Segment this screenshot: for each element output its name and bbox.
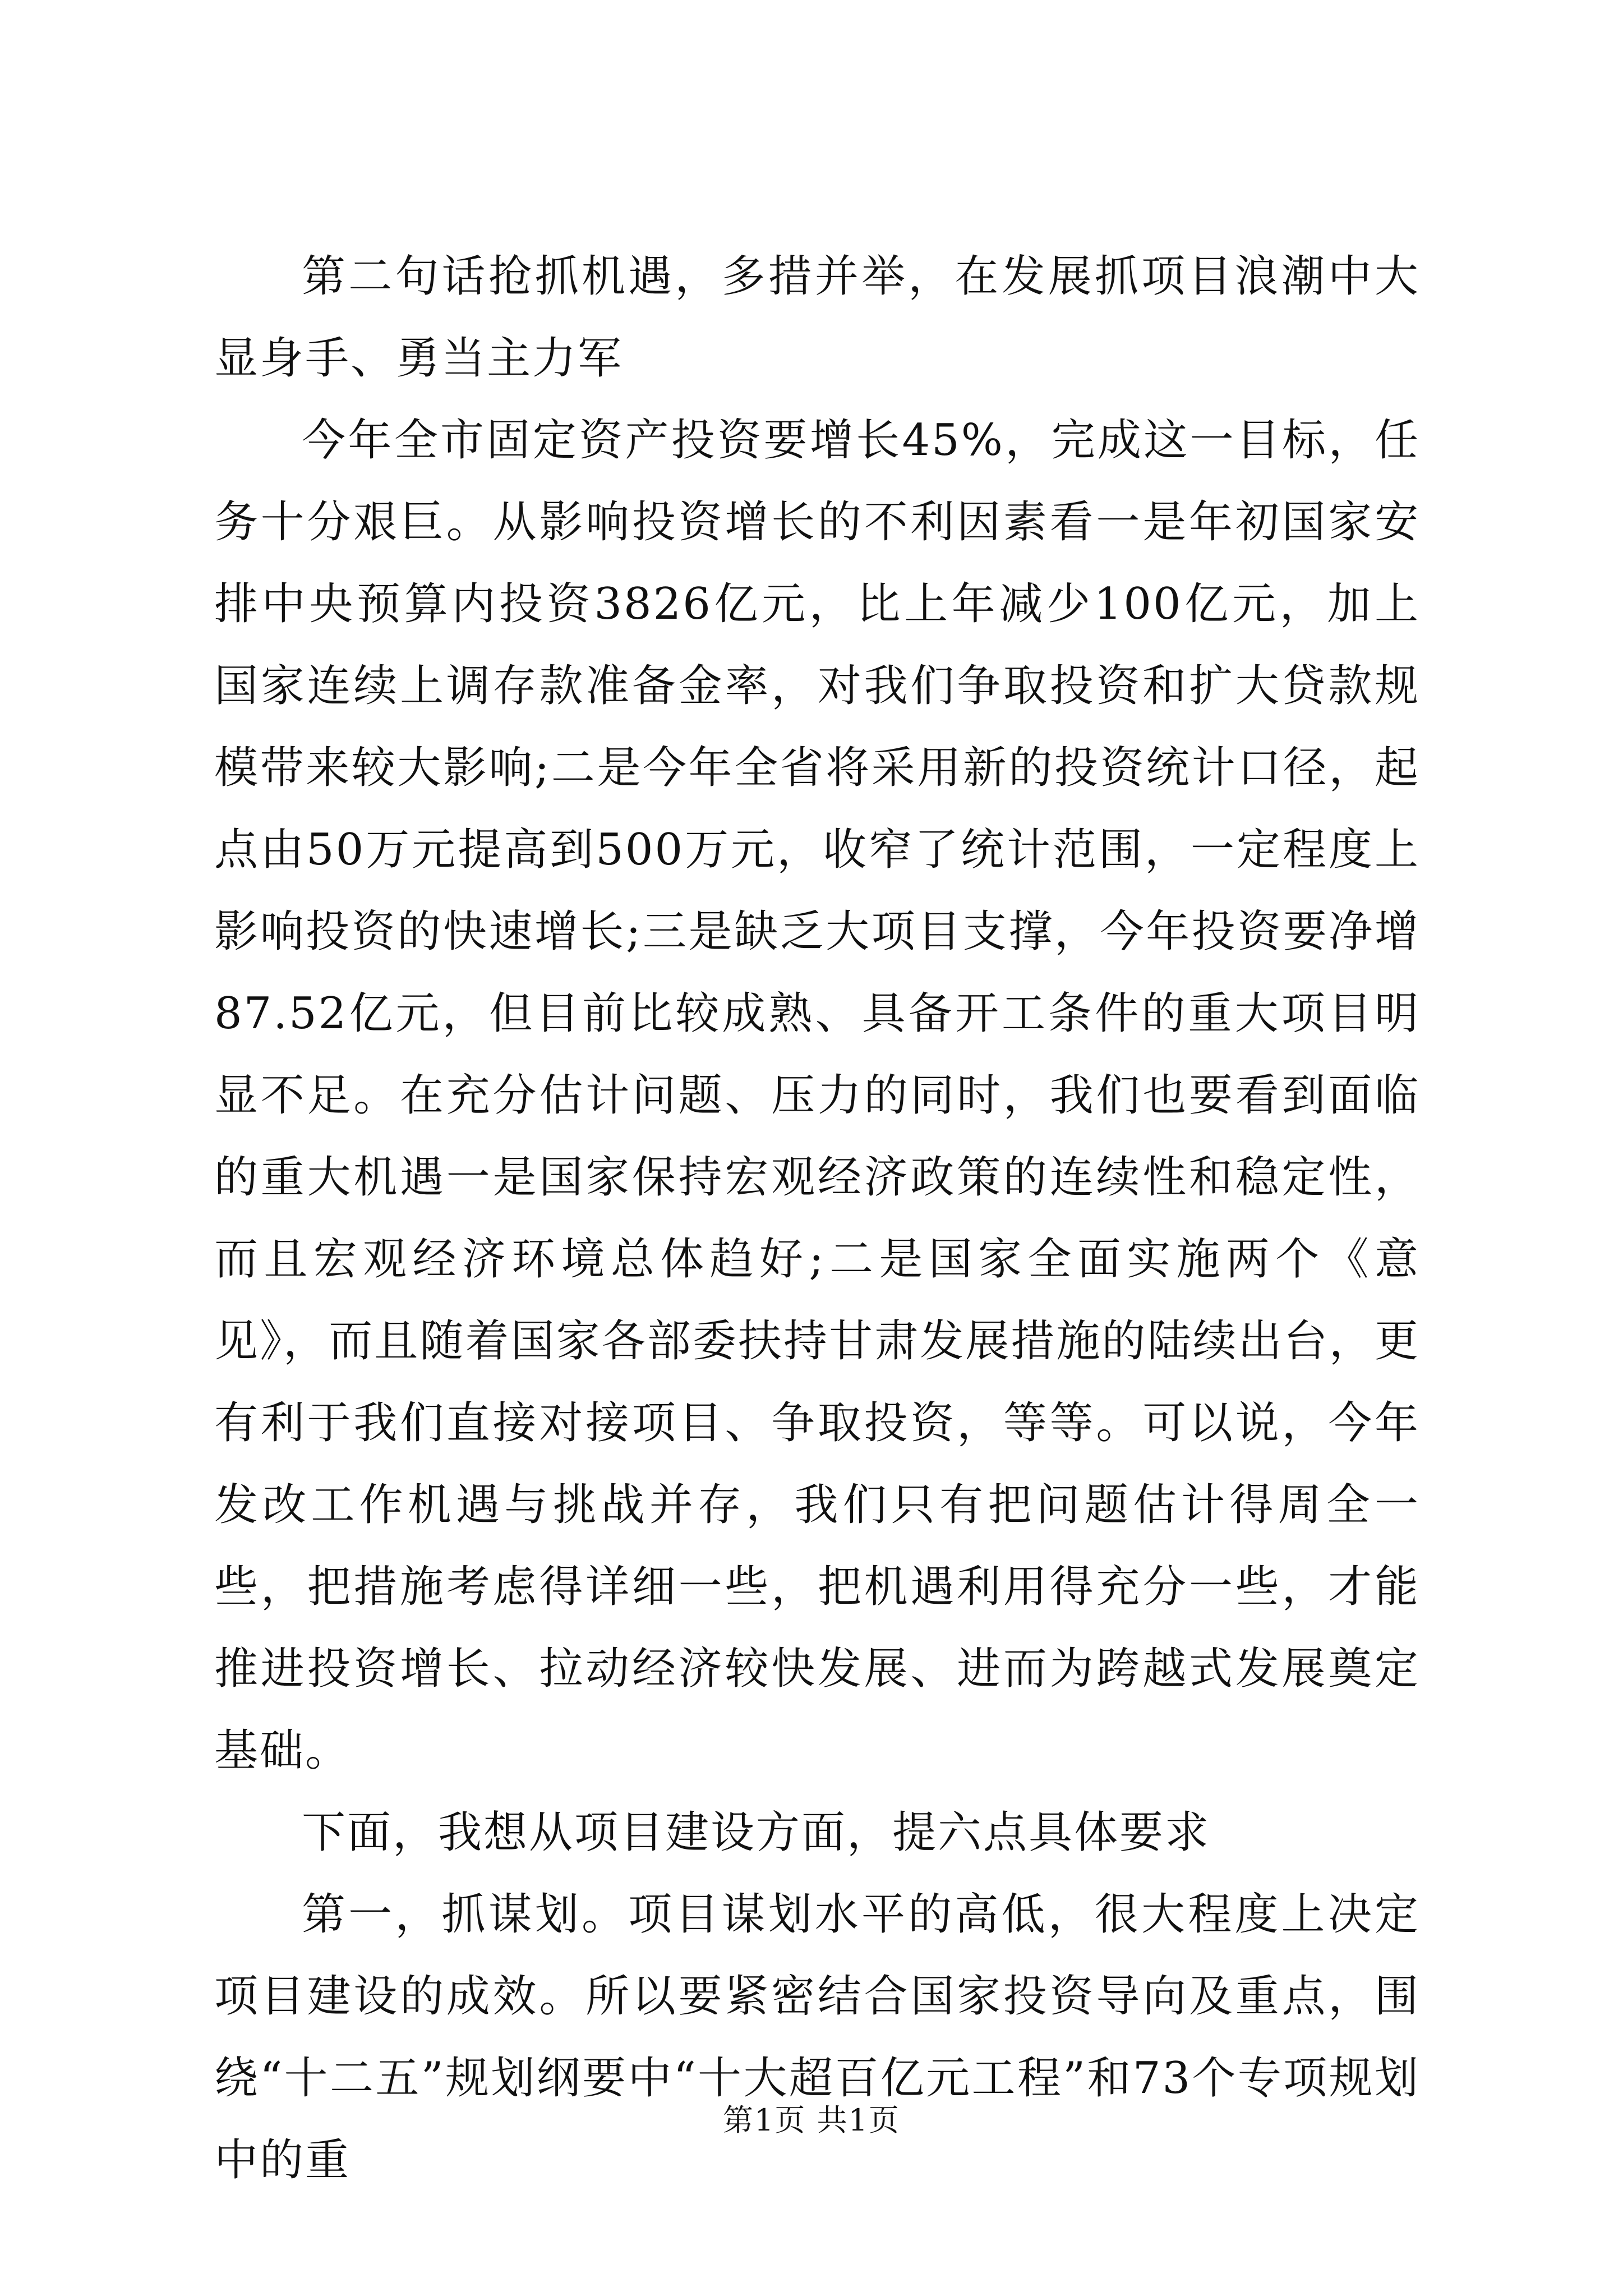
paragraph-heading: 第二句话抢抓机遇，多措并举，在发展抓项目浪潮中大显身手、勇当主力军 bbox=[214, 251, 1420, 384]
document-body bbox=[214, 236, 1420, 2201]
paragraph-investment-analysis: 今年全市固定资产投资要增长45%，完成这一目标，任务十分艰巨。从影响投资增长的不利因素看一是年初国家安排中央预算内投资3826亿元，比上年减少100亿元，加上国家连续上调存款准备金率，对我们争取投资和扩大贷款规模带来较大影响;二是今年全省将采用新的投资统计口径，起点由50万元提高到500万元，收窄了统计范围，一定程度上影响投资的快速增长;三是缺乏大项目支撑，今年投资要净增87.52亿元，但目前比较成熟、具备开工条件的重大项目明显不足。在充分估计问题、压力的同时，我们也要看到面临的重大机遇一是国家保持宏观经济政策的连续性和稳定性，而且宏观经济环境总体趋好;二是国家全面实施两个《意见》，而且随着国家各部委扶持甘肃发展措施的陆续出台，更有利于我们直接对接项目、争取投资，等等。可以说，今年发改工作机遇与挑战并存，我们只有把问题估计得周全一些，把措施考虑得详细一些，把机遇利用得充分一些，才能推进投资增长、拉动经济较快发展、进而为跨越式发展奠定基础。 bbox=[214, 415, 1420, 1776]
paragraph-requirements-intro: 下面，我想从项目建设方面，提六点具体要求 bbox=[302, 1807, 1211, 1858]
paragraph-first-requirement: 第一，抓谋划。项目谋划水平的高低，很大程度上决定项目建设的成效。所以要紧密结合国家投资导向及重点，围绕“十二五”规划纲要中“十大超百亿元工程”和73个专项规划中的重 bbox=[214, 1889, 1420, 2185]
page-footer: 第1页 共1页 bbox=[723, 2102, 900, 2138]
